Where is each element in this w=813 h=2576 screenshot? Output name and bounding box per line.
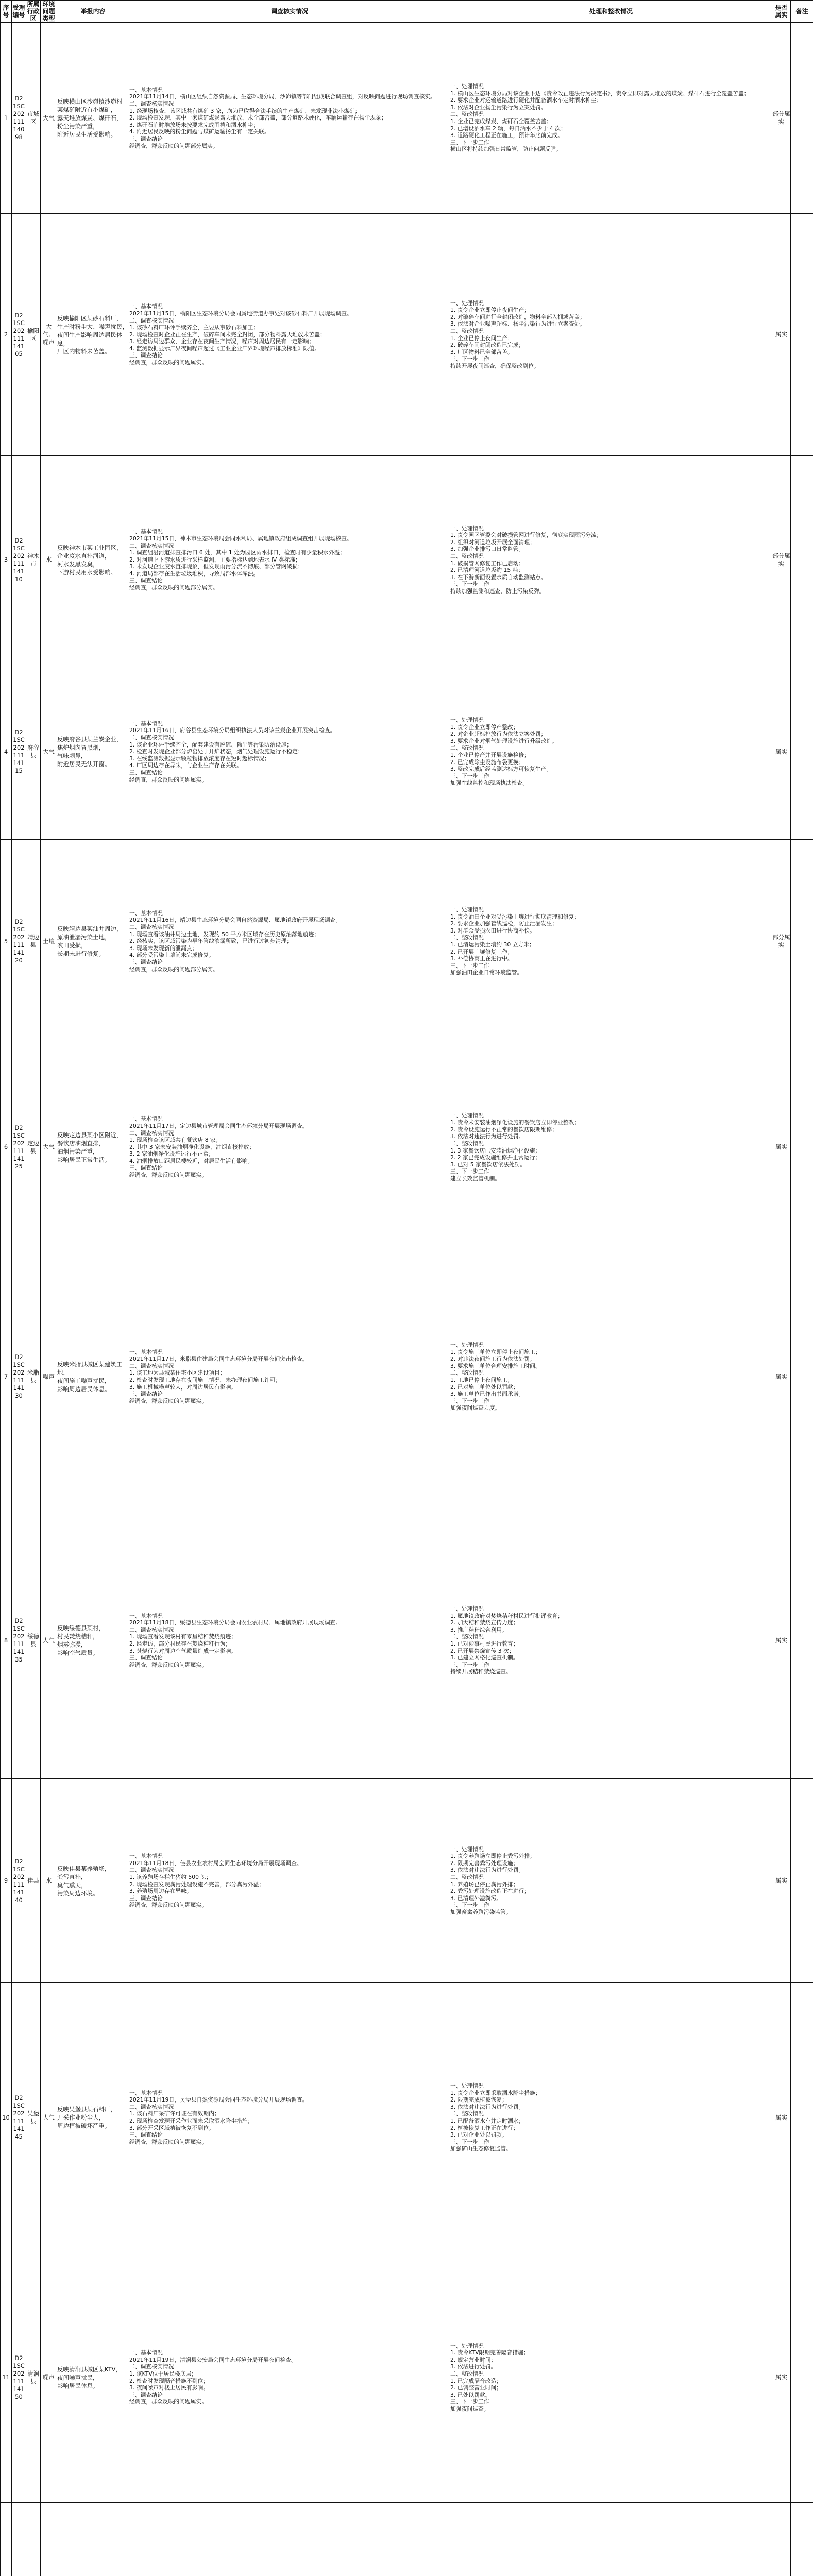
- row-number-text: 1: [4, 114, 8, 122]
- investigation-text: [129, 214, 450, 456]
- header-no: 序号: [1, 1, 12, 23]
- table-row: [1, 214, 813, 456]
- remark-cell: [791, 1779, 813, 1983]
- investigation-text-text: 一、基本情况 2021年11月15日，神木市生态环境局会同水利局、属地镇政府组成调查组开展现场核查。 二、调查核实情况 1. 调查组沿河道排查排污口 6 处，其中 1 处为园区雨水排口，检查时有少量积水外溢； 2. 对河道上下游水质进行采样监测，主要指标达到地表水 Ⅳ 类标准； 3. 未发现企业废水直排现象，但发现雨污分流不彻底、部分管网破损； 4. 河道局部存在生活垃圾堆积，导致局部水体浑浊。 三、调查结论 经调查，群众反映的问题部分属实。: [129, 528, 352, 591]
- row-number: [1, 1251, 12, 1502]
- issue-type-text: 大气、噪声: [43, 323, 55, 346]
- table-row: [1, 1502, 813, 1779]
- row-number-text: 8: [4, 1636, 8, 1644]
- row-number: [1, 2252, 12, 2503]
- investigation-text-text: 一、基本情况 2021年11月19日，吴堡县自然资源局会同生态环境分局开展现场调查。 二、调查核实情况 1. 该石料厂采矿许可证在有效期内； 2. 现场检查发现开采作业面未采取洒水降尘措施； 3. 部分开采区域植被恢复不到位。 三、调查结论 经调查，群众反映的问题属实。: [129, 2089, 308, 2145]
- verified-flag: [772, 456, 791, 664]
- table-row: [1, 23, 813, 214]
- region-text: 吴堡县: [27, 2110, 39, 2125]
- issue-type-text: 噪声: [43, 1372, 55, 1380]
- issue-type: [41, 840, 57, 1043]
- row-number-text: 7: [4, 1372, 8, 1380]
- case-code-text: D21SC 202111 14130: [13, 1353, 25, 1399]
- row-number-text: 6: [4, 1143, 8, 1150]
- complaint-content-text: 反映清涧县城区某KTV， 夜间噪声扰民， 影响居民休息。: [57, 2365, 122, 2389]
- table-row: [1, 1779, 813, 1983]
- handling-text: [450, 2252, 772, 2503]
- remark-cell: [791, 840, 813, 1043]
- row-number: [1, 1043, 12, 1251]
- complaint-content-text: 反映横山区沙峁镇沙峁村 某煤矿附近有小煤矿， 露天堆放煤炭、煤矸石， 粉尘污染严重， 附近居民生活受影响。: [57, 98, 123, 138]
- header-region: 所属行政区: [27, 1, 40, 22]
- issue-type: [41, 456, 57, 664]
- issue-type-text: 大气: [43, 748, 55, 755]
- complaint-content-text: 反映府谷县某兰炭企业， 焦炉烟囱冒黑烟， 气味刺鼻， 附近居民无法开窗。: [57, 736, 123, 768]
- header-remark: 备注: [791, 1, 813, 23]
- investigation-text-text: 一、基本情况 2021年11月16日，靖边县生态环境分局会同自然资源局、属地镇政府开展现场调查。 二、调查核实情况 1. 现场查看该油井周边土地，发现约 50 平方米区域存在历史原油落地痕迹； 2. 经核实，该区域污染为早年管线渗漏所致，已进行过初步清理； 3. 现场未发现新的泄漏点； 4. 部分受污染土壤尚未完成修复。 三、调查结论 经调查，群众反映的问题部分属实。: [129, 909, 342, 973]
- complaint-content: [57, 2252, 129, 2503]
- remark-cell: [791, 456, 813, 664]
- verified-flag-text: 属实: [775, 2374, 787, 2381]
- handling-text: [450, 1779, 772, 1983]
- complaint-content-text: 反映榆阳区某砂石料厂， 生产时粉尘大、噪声扰民， 夜间生产影响周边居民休息， 厂区内物料未苫盖。: [57, 314, 128, 355]
- handling-text: [450, 1043, 772, 1251]
- issue-type-text: 水: [45, 1877, 52, 1884]
- region-text: 靖边县: [27, 934, 39, 948]
- region: [26, 2252, 41, 2503]
- row-number-text: 4: [4, 748, 8, 755]
- issue-type-text: 大气: [43, 2113, 55, 2121]
- issue-type-text: 土壤: [43, 937, 55, 945]
- verified-flag: [772, 1043, 791, 1251]
- region-text: 绥德县: [27, 1633, 39, 1648]
- handling-text: [450, 2503, 772, 2576]
- handling-text-text: 一、处理情况 1. 属地镇政府对焚烧秸秆村民进行批评教育； 2. 加大秸秆禁烧宣传力度； 3. 推广秸秆综合利用。 二、整改情况 1. 已对涉事村民进行教育； 2. 已开展禁烧宣传 3 次； 3. 已建立网格化巡查机制。 三、下一步工作 持续开展秸秆禁烧巡查。: [450, 1605, 563, 1675]
- complaint-content: [57, 1251, 129, 1502]
- verified-flag: [772, 2252, 791, 2503]
- complaint-content-text: 反映佳县某养殖场， 粪污直排， 臭气熏天， 污染周边环境。: [57, 1865, 111, 1897]
- row-number-text: 3: [4, 556, 8, 563]
- issue-type: [41, 1983, 57, 2252]
- region: [26, 2503, 41, 2576]
- region: [26, 1983, 41, 2252]
- investigation-text: [129, 1251, 450, 1502]
- remark-cell: [791, 1251, 813, 1502]
- region: [26, 664, 41, 840]
- case-code: [12, 2503, 26, 2576]
- case-code: [12, 2252, 26, 2503]
- region-text: 定边县: [27, 1139, 39, 1155]
- case-code: [12, 840, 26, 1043]
- verified-flag: [772, 1779, 791, 1983]
- complaint-content-text: 反映靖边县某油井周边， 原油泄漏污染土地， 农田受损， 长期未进行修复。: [57, 925, 123, 957]
- table-row: [1, 1983, 813, 2252]
- header-content: 举报内容: [57, 1, 129, 23]
- complaint-content-text: 反映米脂县城区某建筑工地， 夜间施工噪声扰民， 影响周边居民休息。: [57, 1361, 123, 1393]
- issue-type: [41, 1779, 57, 1983]
- verified-flag-text: 属实: [775, 1636, 787, 1644]
- region: [26, 840, 41, 1043]
- investigation-text-text: 一、基本情况 2021年11月15日，榆阳区生态环境分局会同属地街道办事处对该砂石料厂开展现场调查。 二、调查核实情况 1. 该砂石料厂环评手续齐全，主要从事砂石料加工； 2. 现场检查时企业正在生产，破碎车间未完全封闭，部分物料露天堆放未苫盖； 3. 经走访周边群众，企业存在夜间生产情况，噪声对周边居民有一定影响； 4. 监测数据显示厂界夜间噪声超过《工业企业厂界环境噪声排放标准》限值。 三、调查结论 经调查，群众反映的问题属实。: [129, 303, 352, 366]
- region-text: 市城区: [27, 110, 39, 125]
- region-text: 府谷县: [27, 744, 39, 759]
- row-number: [1, 1983, 12, 2252]
- investigation-text: [129, 840, 450, 1043]
- case-code: [12, 214, 26, 456]
- investigation-text-text: 一、基本情况 2021年11月18日，佳县农业农村局会同生态环境分局开展现场调查。 二、调查核实情况 1. 该养殖场存栏生猪约 500 头； 2. 现场检查发现粪污处理设施不完善，部分粪污外溢； 3. 养殖场周边存在异味。 三、调查结论 经调查，群众反映的问题属实。: [129, 1853, 302, 1909]
- table-row: [1, 2252, 813, 2503]
- handling-text-text: 一、处理情况 1. 责令KTV限期完善隔音措施； 2. 规定营业时间； 3. 依法进行处罚。 二、整改情况 1. 已完成隔音改造； 2. 已调整营业时间； 3. 已处以罚款。 三、下一步工作 加强夜间巡查。: [450, 2342, 529, 2412]
- case-code: [12, 664, 26, 840]
- complaint-content-text: 反映神木市某工业园区， 企业废水直排河道， 河水发黑发臭， 下游村民用水受影响。: [57, 544, 123, 576]
- verified-flag: [772, 2503, 791, 2576]
- issue-type: [41, 1251, 57, 1502]
- row-number: [1, 1779, 12, 1983]
- issue-type: [41, 2252, 57, 2503]
- case-code-text: D21SC 202111 14098: [13, 95, 25, 141]
- verified-flag: [772, 664, 791, 840]
- investigation-text-text: 一、基本情况 2021年11月17日，米脂县住建局会同生态环境分局开展夜间突击检查。 二、调查核实情况 1. 该工地为县城某住宅小区建设项目； 2. 检查时发现工地存在夜间施工情况，未办理夜间施工许可； 3. 施工机械噪声较大，对周边居民有影响。 三、调查结论 经调查，群众反映的问题属实。: [129, 1348, 308, 1404]
- row-number: [1, 23, 12, 214]
- case-code: [12, 1251, 26, 1502]
- region: [26, 1043, 41, 1251]
- table-row: [1, 1251, 813, 1502]
- region: [26, 23, 41, 214]
- verified-flag-text: 属实: [775, 1372, 787, 1380]
- investigation-text: [129, 456, 450, 664]
- remark-cell: [791, 2503, 813, 2576]
- complaint-content: [57, 1043, 129, 1251]
- remark-cell: [791, 1983, 813, 2252]
- complaint-content-text: 反映绥德县某村， 村民焚烧秸秆， 烟雾弥漫， 影响空气质量。: [57, 1624, 105, 1656]
- complaint-content: [57, 840, 129, 1043]
- verified-flag-text: 属实: [775, 1877, 787, 1884]
- handling-text: [450, 1502, 772, 1779]
- verified-flag-text: 属实: [775, 2113, 787, 2121]
- table-row: [1, 840, 813, 1043]
- handling-text: [450, 664, 772, 840]
- remark-cell: [791, 2252, 813, 2503]
- row-number-text: 2: [4, 331, 8, 338]
- investigation-text: [129, 2503, 450, 2576]
- handling-text-text: 一、处理情况 1. 责令企业立即停止夜间生产； 2. 对破碎车间进行全封闭改造，物料全部入棚或苫盖； 3. 依法对企业噪声超标、扬尘污染行为进行立案查处。 二、整改情况 1. 企业已停止夜间生产； 2. 破碎车间封闭改造已完成； 3. 厂区物料已全部苫盖。 三、下一步工作 持续开展夜间巡查，确保整改到位。: [450, 299, 586, 369]
- row-number-text: 5: [4, 937, 8, 945]
- verified-flag-text: 属实: [775, 1143, 787, 1150]
- case-code-text: D21SC 202111 14125: [13, 1124, 25, 1170]
- remark-cell: [791, 23, 813, 214]
- remark-cell: [791, 1043, 813, 1251]
- verified-flag: [772, 1983, 791, 2252]
- row-number-text: 9: [4, 1877, 8, 1884]
- region-text: 佳县: [27, 1877, 39, 1884]
- verified-flag-text: 部分属实: [772, 552, 790, 567]
- case-code: [12, 23, 26, 214]
- case-code-text: D21SC 202111 14120: [13, 918, 25, 964]
- verified-flag: [772, 840, 791, 1043]
- handling-text-text: 一、处理情况 1. 横山区生态环境分局对该企业下达《责令改正违法行为决定书》，责令立即对露天堆放的煤炭、煤矸石进行全覆盖苫盖； 2. 要求企业对运输道路进行硬化并配备洒水车定时洒水抑尘； 3. 依法对企业扬尘污染行为立案处罚。 二、整改情况 1. 企业已完成煤炭、煤矸石全覆盖苫盖； 2. 已增设洒水车 2 辆，每日洒水不少于 4 次； 3. 道路硬化工程正在施工，预计年底前完成。 三、下一步工作 横山区将持续加强日常监管，防止问题反弹。: [450, 83, 750, 153]
- case-code: [12, 1502, 26, 1779]
- handling-text-text: 一、处理情况 1. 责令企业立即采取洒水降尘措施； 2. 限期完成植被恢复； 3. 依法对违法行为进行处罚。 二、整改情况 1. 已配备洒水车并定时洒水； 2. 植被恢复工作正在进行； 3. 已对企业处以罚款。 三、下一步工作 加强矿山生态修复监管。: [450, 2082, 541, 2153]
- row-number: [1, 2503, 12, 2576]
- complaint-content-text: 反映吴堡县某石料厂， 开采作业粉尘大， 周边植被破坏严重。: [57, 2106, 116, 2129]
- complaint-content-text: 反映定边县某小区附近， 餐饮店油烟直排， 油烟污染严重， 影响居民正常生活。: [57, 1131, 123, 1163]
- table-header-row: [1, 1, 813, 23]
- investigation-text: [129, 1043, 450, 1251]
- verified-flag-text: 部分属实: [772, 110, 790, 125]
- remark-cell: [791, 1502, 813, 1779]
- case-code-text: D21SC 202111 14115: [13, 728, 25, 774]
- region: [26, 456, 41, 664]
- region: [26, 214, 41, 456]
- case-code-text: D21SC 202111 14135: [13, 1617, 25, 1663]
- verified-flag: [772, 214, 791, 456]
- handling-text-text: 一、处理情况 1. 责令施工单位立即停止夜间施工； 2. 对违法夜间施工行为依法处罚； 3. 要求施工单位合理安排施工时间。 二、整改情况 1. 工地已停止夜间施工； 2. 已对施工单位处以罚款； 3. 施工单位已作出书面承诺。 三、下一步工作 加强夜间巡查力度。: [450, 1342, 541, 1412]
- remark-cell: [791, 214, 813, 456]
- verified-flag: [772, 1251, 791, 1502]
- case-code-text: D21SC 202111 14105: [13, 311, 25, 358]
- investigation-text: [129, 664, 450, 840]
- complaint-content: [57, 1502, 129, 1779]
- complaint-content: [57, 664, 129, 840]
- investigation-text-text: 一、基本情况 2021年11月18日，绥德县生态环境分局会同农业农村局、属地镇政府开展现场调查。 二、调查核实情况 1. 现场查看发现该村有零星秸秆焚烧痕迹； 2. 经走访，部分村民存在焚烧秸秆行为； 3. 焚烧行为对周边空气质量造成一定影响。 三、调查结论 经调查，群众反映的问题属实。: [129, 1612, 342, 1668]
- issue-type-text: 大气: [43, 1636, 55, 1644]
- complaint-content: [57, 1779, 129, 1983]
- table-row: [1, 456, 813, 664]
- investigation-text: [129, 23, 450, 214]
- header-investigation: 调查核实情况: [129, 1, 450, 23]
- handling-text-text: 一、处理情况 1. 责令企业立即停产整改； 2. 对企业超标排放行为依法立案处罚； 3. 要求企业对烟气处理设施进行升级改造。 二、整改情况 1. 企业已停产并开展设施检修； 2. 已完成除尘设施布袋更换； 3. 整改完成后经监测达标方可恢复生产。 三、下一步工作 加强在线监控和现场执法检查。: [450, 717, 558, 787]
- case-code-text: D21SC 202111 14110: [13, 536, 25, 583]
- verified-flag-text: 部分属实: [772, 934, 790, 948]
- region-text: 米脂县: [27, 1369, 39, 1384]
- issue-type-text: 大气: [43, 1143, 55, 1150]
- issue-type-text: 噪声: [43, 2374, 55, 2381]
- investigation-text-text: 一、基本情况 2021年11月16日，府谷县生态环境分局组织执法人员对该兰炭企业开展突击检查。 二、调查核实情况 1. 该企业环评手续齐全，配套建设有脱硫、除尘等污染防治设施； 2. 检查时发现企业部分炉窑处于开炉状态，烟气处理设施运行不稳定； 3. 在线监测数据显示颗粒物排放浓度存在短时超标情况； 4. 厂区周边存在异味，与企业生产存在关联。 三、调查结论 经调查，群众反映的问题属实。: [129, 720, 336, 783]
- investigation-text: [129, 1502, 450, 1779]
- case-code-text: D21SC 202111 14145: [13, 2094, 25, 2140]
- handling-text-text: 一、处理情况 1. 责令养殖场立即停止粪污外排； 2. 限期完善粪污处理设施； 3. 依法对违法行为进行处罚。 二、整改情况 1. 养殖场已停止粪污外排； 2. 粪污处理设施改造正在进行； 3. 已清理外溢粪污。 三、下一步工作 加强畜禽养殖污染监管。: [450, 1845, 535, 1916]
- investigation-text: [129, 1779, 450, 1983]
- investigation-text: [129, 1983, 450, 2252]
- region: [26, 1251, 41, 1502]
- case-code: [12, 456, 26, 664]
- region-text: 清涧县: [27, 2369, 39, 2385]
- row-number-text: 11: [2, 2374, 10, 2381]
- case-code: [12, 1779, 26, 1983]
- complaint-content: [57, 1983, 129, 2252]
- handling-text-text: 一、处理情况 1. 责令未安装油烟净化设施的餐饮店立即停业整改； 2. 责令设施运行不正常的餐饮店限期维修； 3. 依法对违法行为进行处罚。 二、整改情况 1. 3 家餐饮店已安装油烟净化设施； 2. 2 家已完成设施维修并正常运行； 3. 已对 5 家餐饮店依法处罚。 三、下一步工作 建立长效监管机制。: [450, 1112, 580, 1182]
- row-number: [1, 840, 12, 1043]
- verified-flag: [772, 23, 791, 214]
- row-number: [1, 664, 12, 840]
- remark-cell: [791, 664, 813, 840]
- header-verified: 是否属实: [772, 1, 791, 23]
- issue-type: [41, 664, 57, 840]
- investigation-text: [129, 2252, 450, 2503]
- verified-flag-text: 属实: [775, 748, 787, 755]
- header-code: 受理编号: [12, 1, 26, 23]
- issue-type: [41, 1502, 57, 1779]
- issue-type-text: 大气: [43, 114, 55, 122]
- investigation-text-text: 一、基本情况 2021年11月14日，横山区组织自然资源局、生态环境分局、沙峁镇等部门组成联合调查组，对反映问题进行现场调查核实。 二、调查核实情况 1. 经现场核查，该区域共有煤矿 3 家，均为已取得合法手续的生产煤矿，未发现非法小煤矿； 2. 现场检查发现，其中一家煤矿煤炭露天堆放，未全部苫盖，部分道路未硬化，车辆运输存在扬尘现象； 3. 煤矸石临时堆放场未按要求完成围挡和洒水抑尘； 4. 附近居民反映的粉尘问题与煤矿运输扬尘有一定关联。 三、调查结论 经调查，群众反映的问题部分属实。: [129, 86, 436, 149]
- region-text: 神木市: [27, 552, 39, 567]
- case-code-text: D21SC 202111 14150: [13, 2354, 25, 2400]
- table-row: [1, 2503, 813, 2576]
- row-number: [1, 214, 12, 456]
- complaint-content: [57, 23, 129, 214]
- handling-text-text: 一、处理情况 1. 责令油田企业对受污染土壤进行彻底清理和修复； 2. 要求企业加强管线巡检，防止泄漏发生； 3. 对群众受损农田进行协商补偿。 二、整改情况 1. 已清运污染土壤约 30 立方米； 2. 已开展土壤修复工作； 3. 补偿协商正在进行中。 三、下一步工作 加强油田企业日常环境监管。: [450, 906, 580, 976]
- handling-text: [450, 1983, 772, 2252]
- issue-type: [41, 214, 57, 456]
- table-body: [1, 23, 813, 2576]
- header-handling: 处理和整改情况: [450, 1, 772, 23]
- complaint-content: [57, 2503, 129, 2576]
- complaint-content: [57, 456, 129, 664]
- issue-type: [41, 1043, 57, 1251]
- region: [26, 1779, 41, 1983]
- table-row: [1, 664, 813, 840]
- investigation-text-text: 一、基本情况 2021年11月17日，定边县城市管理局会同生态环境分局开展现场调查。 二、调查核实情况 1. 现场检查该区域共有餐饮店 8 家； 2. 其中 3 家未安装油烟净化设施，油烟直接排放； 3. 2 家油烟净化设施运行不正常； 4. 油烟排放口距居民楼较近，对居民生活有影响。 三、调查结论 经调查，群众反映的问题属实。: [129, 1115, 308, 1179]
- issue-type: [41, 2503, 57, 2576]
- case-code: [12, 1983, 26, 2252]
- row-number-text: 10: [2, 2113, 10, 2121]
- handling-text: [450, 1251, 772, 1502]
- case-code: [12, 1043, 26, 1251]
- header-type: 环境问题类型: [41, 1, 57, 23]
- handling-text: [450, 456, 772, 664]
- complaint-content: [57, 214, 129, 456]
- verified-flag: [772, 1502, 791, 1779]
- table-row: [1, 1043, 813, 1251]
- handling-text: [450, 214, 772, 456]
- handling-text: [450, 840, 772, 1043]
- investigation-text-text: 一、基本情况 2021年11月19日，清涧县公安局会同生态环境分局开展夜间检查。 二、调查核实情况 1. 该KTV位于居民楼底层； 2. 检查时发现隔音措施不到位； 3. 夜间噪声对楼上居民有影响。 三、调查结论 经调查，群众反映的问题属实。: [129, 2349, 297, 2405]
- verified-flag-text: 属实: [775, 331, 787, 338]
- region-text: 榆阳区: [27, 327, 39, 342]
- issue-type-text: 水: [45, 556, 52, 563]
- issue-type: [41, 23, 57, 214]
- handling-text: [450, 23, 772, 214]
- region: [26, 1502, 41, 1779]
- handling-text-text: 一、处理情况 1. 责令园区管委会对破损管网进行修复，彻底实现雨污分流； 2. 组织对河道垃圾开展全面清理； 3. 加强企业排污口日常监管。 二、整改情况 1. 破损管网修复工作已启动； 2. 已清理河道垃圾约 15 吨； 3. 在下游断面设置水质自动监测站点。 三、下一步工作 持续加强监测和巡查，防止污染反弹。: [450, 524, 602, 595]
- row-number: [1, 456, 12, 664]
- row-number: [1, 1502, 12, 1779]
- case-code-text: D21SC 202111 14140: [13, 1857, 25, 1904]
